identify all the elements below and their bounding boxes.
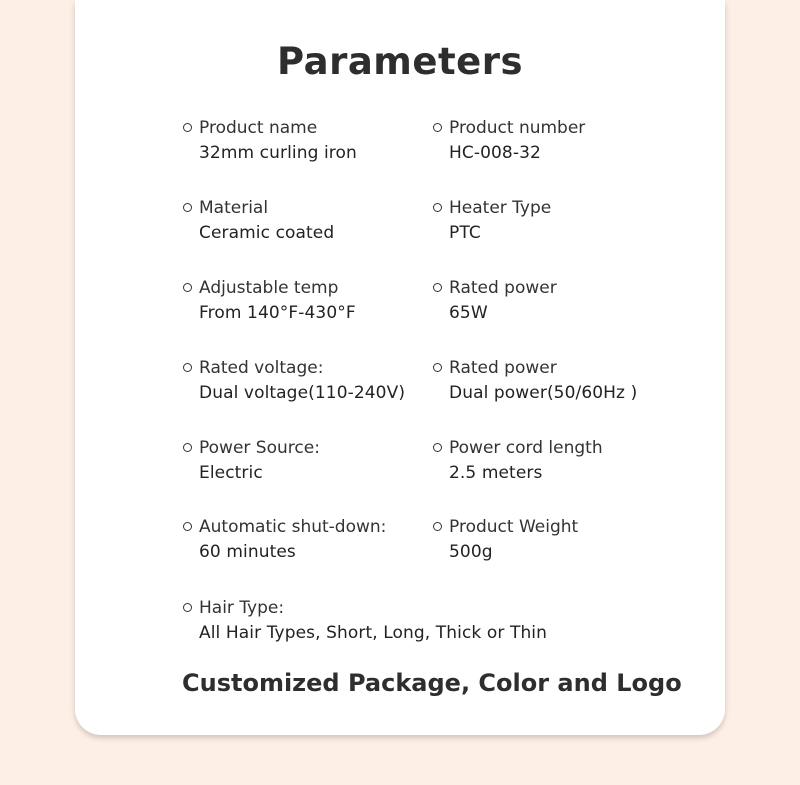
param-label: Heater Type — [449, 198, 552, 218]
param-value: PTC — [449, 223, 481, 243]
param-label: Material — [199, 198, 269, 218]
param-label: Product Weight — [449, 517, 579, 537]
bullet-icon — [183, 363, 192, 372]
param-value: Dual power(50/60Hz ) — [449, 383, 638, 403]
bullet-icon — [183, 522, 192, 531]
param-label: Automatic shut-down: — [199, 517, 387, 537]
param-value: Dual voltage(110-240V) — [199, 383, 406, 403]
bullet-icon — [183, 123, 192, 132]
param-label: Rated power — [449, 278, 557, 298]
bullet-icon — [433, 283, 442, 292]
param-value: 65W — [449, 303, 488, 323]
param-value: From 140°F-430°F — [199, 303, 356, 323]
card-top — [75, 0, 725, 30]
param-value: HC-008-32 — [449, 143, 541, 163]
bullet-icon — [433, 363, 442, 372]
param-value: 2.5 meters — [449, 463, 543, 483]
param-label: Power cord length — [449, 438, 603, 458]
bullet-icon — [433, 203, 442, 212]
param-label: Rated voltage: — [199, 358, 324, 378]
bullet-icon — [183, 603, 192, 612]
page-title: Parameters — [276, 40, 523, 83]
param-value: 60 minutes — [199, 542, 296, 562]
param-value: 500g — [449, 542, 493, 562]
bullet-icon — [433, 522, 442, 531]
param-label: Rated power — [449, 358, 557, 378]
param-label: Hair Type: — [199, 598, 285, 618]
customization-note: Customized Package, Color and Logo — [182, 669, 682, 697]
param-value: 32mm curling iron — [199, 143, 357, 163]
bullet-icon — [433, 123, 442, 132]
param-value: Electric — [199, 463, 263, 483]
bullet-icon — [183, 443, 192, 452]
bullet-icon — [433, 443, 442, 452]
bullet-icon — [183, 203, 192, 212]
bullet-icon — [183, 283, 192, 292]
param-label: Adjustable temp — [199, 278, 339, 298]
param-value: Ceramic coated — [199, 223, 335, 243]
param-label: Product number — [449, 118, 586, 138]
param-label: Power Source: — [199, 438, 320, 458]
param-value: All Hair Types, Short, Long, Thick or Thin — [199, 623, 548, 643]
param-label: Product name — [199, 118, 318, 138]
